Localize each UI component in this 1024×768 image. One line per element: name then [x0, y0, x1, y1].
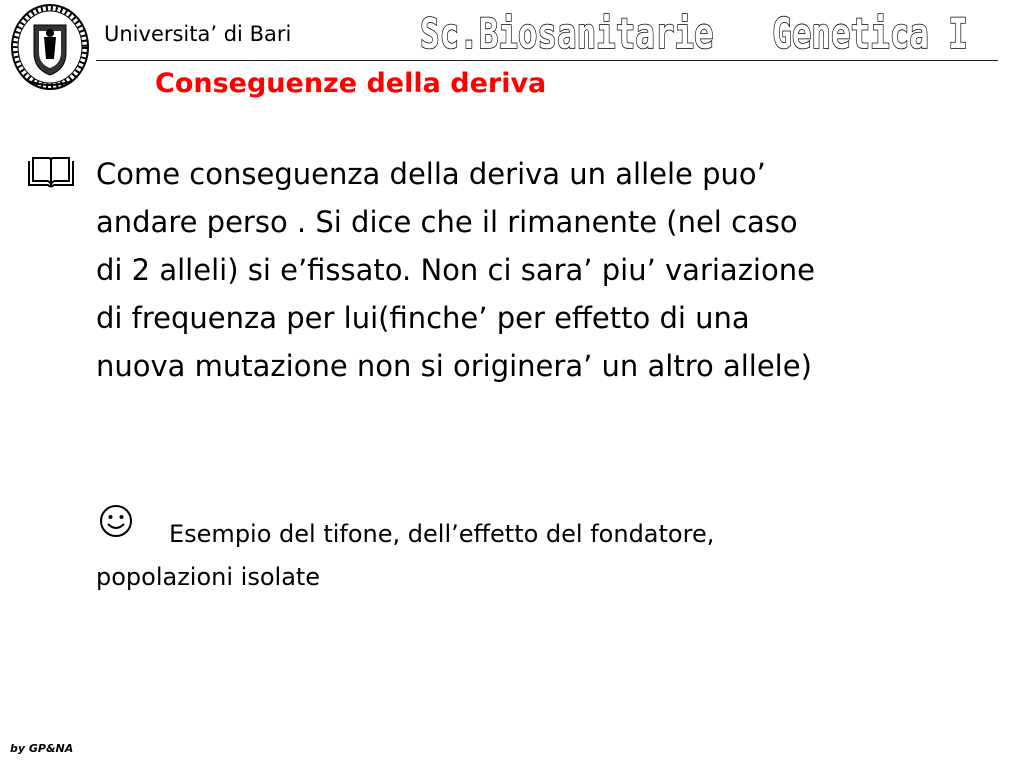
course-title-text: Sc.Biosanitarie Genetica I	[420, 9, 968, 58]
example-line: popolazioni isolate	[96, 563, 321, 591]
slide-title: Conseguenze della deriva	[155, 68, 547, 99]
university-seal-logo	[10, 3, 90, 91]
example-paragraph	[96, 513, 956, 599]
bullet-paragraph	[96, 150, 1016, 390]
bullet-line: nuova mutazione non si originera’ un altro allele)	[96, 349, 812, 383]
bullet-line: Come conseguenza della deriva un allele puo’	[96, 157, 766, 191]
bullet-line: andare perso . Si dice che il rimanente (nel caso	[96, 205, 798, 239]
header-divider	[96, 60, 998, 61]
footer-credit: by GP&NA	[10, 742, 74, 755]
example-line: Esempio del tifone, dell’effetto del fondatore,	[169, 520, 715, 548]
bullet-line: di frequenza per lui(finche’ per effetto di una	[96, 301, 750, 335]
course-title	[420, 8, 980, 60]
open-book-icon	[26, 155, 76, 191]
university-name: Universita’ di Bari	[104, 22, 292, 46]
bullet-line: di 2 alleli) si e’fissato. Non ci sara’ piu’ variazione	[96, 253, 815, 287]
